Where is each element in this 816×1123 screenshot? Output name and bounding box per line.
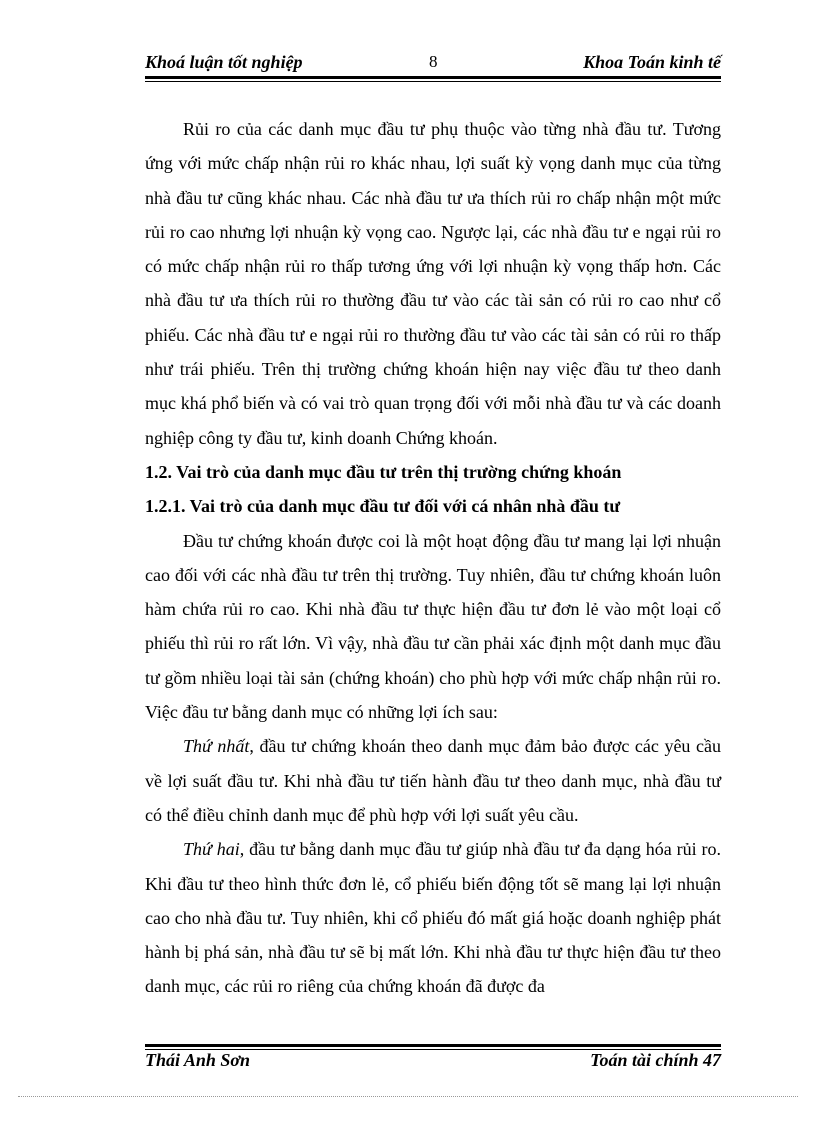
section-heading-1-2: 1.2. Vai trò của danh mục đầu tư trên thị trường chứng khoán [145, 461, 622, 482]
page-footer [145, 1050, 721, 1076]
footer-author: Thái Anh Sơn [145, 1050, 251, 1070]
section-heading-1-2-1: 1.2.1. Vai trò của danh mục đầu tư đối với cá nhân nhà đầu tư [145, 496, 621, 517]
page-body [145, 112, 721, 1004]
footer-class: Toán tài chính 47 [590, 1050, 721, 1070]
header-rule [145, 76, 721, 82]
page-edge-line [18, 1096, 798, 1097]
first-benefit-text: , đầu tư chứng khoán theo danh mục đảm bảo được các yêu cầu về lợi suất đầu tư. Khi nhà đầu tư tiến hành đầu tư theo danh mục, nhà đầu tư có thể điều chỉnh danh mục để phù hợp với lợi suất yêu cầu. [145, 736, 721, 825]
header-faculty: Khoa Toán kinh tế [583, 52, 721, 72]
paragraph-risk: Rủi ro của các danh mục đầu tư phụ thuộc vào từng nhà đầu tư. Tương ứng với mức chấp nhận rủi ro khác nhau, lợi suất kỳ vọng danh mục của từng nhà đầu tư cũng khác nhau. Các nhà đầu tư ưa thích rủi ro chấp nhận một mức rủi ro cao nhưng lợi nhuận kỳ vọng cao. Ngược lại, các nhà đầu tư e ngại rủi ro có mức chấp nhận rủi ro thấp tương ứng với lợi nhuận kỳ vọng thấp hơn. Các nhà đầu tư ưa thích rủi ro thường đầu tư vào các tài sản có rủi ro cao như cổ phiếu. Các nhà đầu tư e ngại rủi ro thường đầu tư vào các tài sản có rủi ro thấp như trái phiếu. Trên thị trường chứng khoán hiện nay việc đầu tư theo danh mục khá phổ biến và có vai trò quan trọng đối với mỗi nhà đầu tư và các doanh nghiệp công ty đầu tư, kinh doanh Chứng khoán. [145, 119, 721, 448]
paragraph-intro: Đầu tư chứng khoán được coi là một hoạt động đầu tư mang lại lợi nhuận cao đối với các nhà đầu tư trên thị trường. Tuy nhiên, đầu tư chứng khoán luôn hàm chứa rủi ro cao. Khi nhà đầu tư thực hiện đầu tư đơn lẻ vào một loại cổ phiếu thì rủi ro rất lớn. Vì vậy, nhà đầu tư cần phải xác định một danh mục đầu tư gồm nhiều loại tài sản (chứng khoán) cho phù hợp với mức chấp nhận rủi ro. Việc đầu tư bằng danh mục có những lợi ích sau: [145, 530, 721, 723]
paragraph-first-benefit [145, 729, 721, 832]
paragraph-second-benefit [145, 832, 721, 1003]
page-header [145, 48, 721, 76]
first-benefit-lead: Thứ nhất [183, 736, 250, 757]
second-benefit-lead: Thứ hai [183, 839, 240, 860]
header-thesis-title: Khoá luận tốt nghiệp [145, 52, 303, 72]
page-number: 8 [429, 52, 438, 71]
second-benefit-text: , đầu tư bằng danh mục đầu tư giúp nhà đầu tư đa dạng hóa rủi ro. Khi đầu tư theo hình thức đơn lẻ, cổ phiếu biến động tốt sẽ mang lại lợi nhuận cao cho nhà đầu tư. Tuy nhiên, khi cổ phiếu đó mất giá hoặc doanh nghiệp phát hành bị phá sản, nhà đầu tư sẽ bị mất lớn. Khi nhà đầu tư thực hiện đầu tư theo danh mục, các rủi ro riêng của chứng khoán đã được đa [145, 839, 721, 997]
